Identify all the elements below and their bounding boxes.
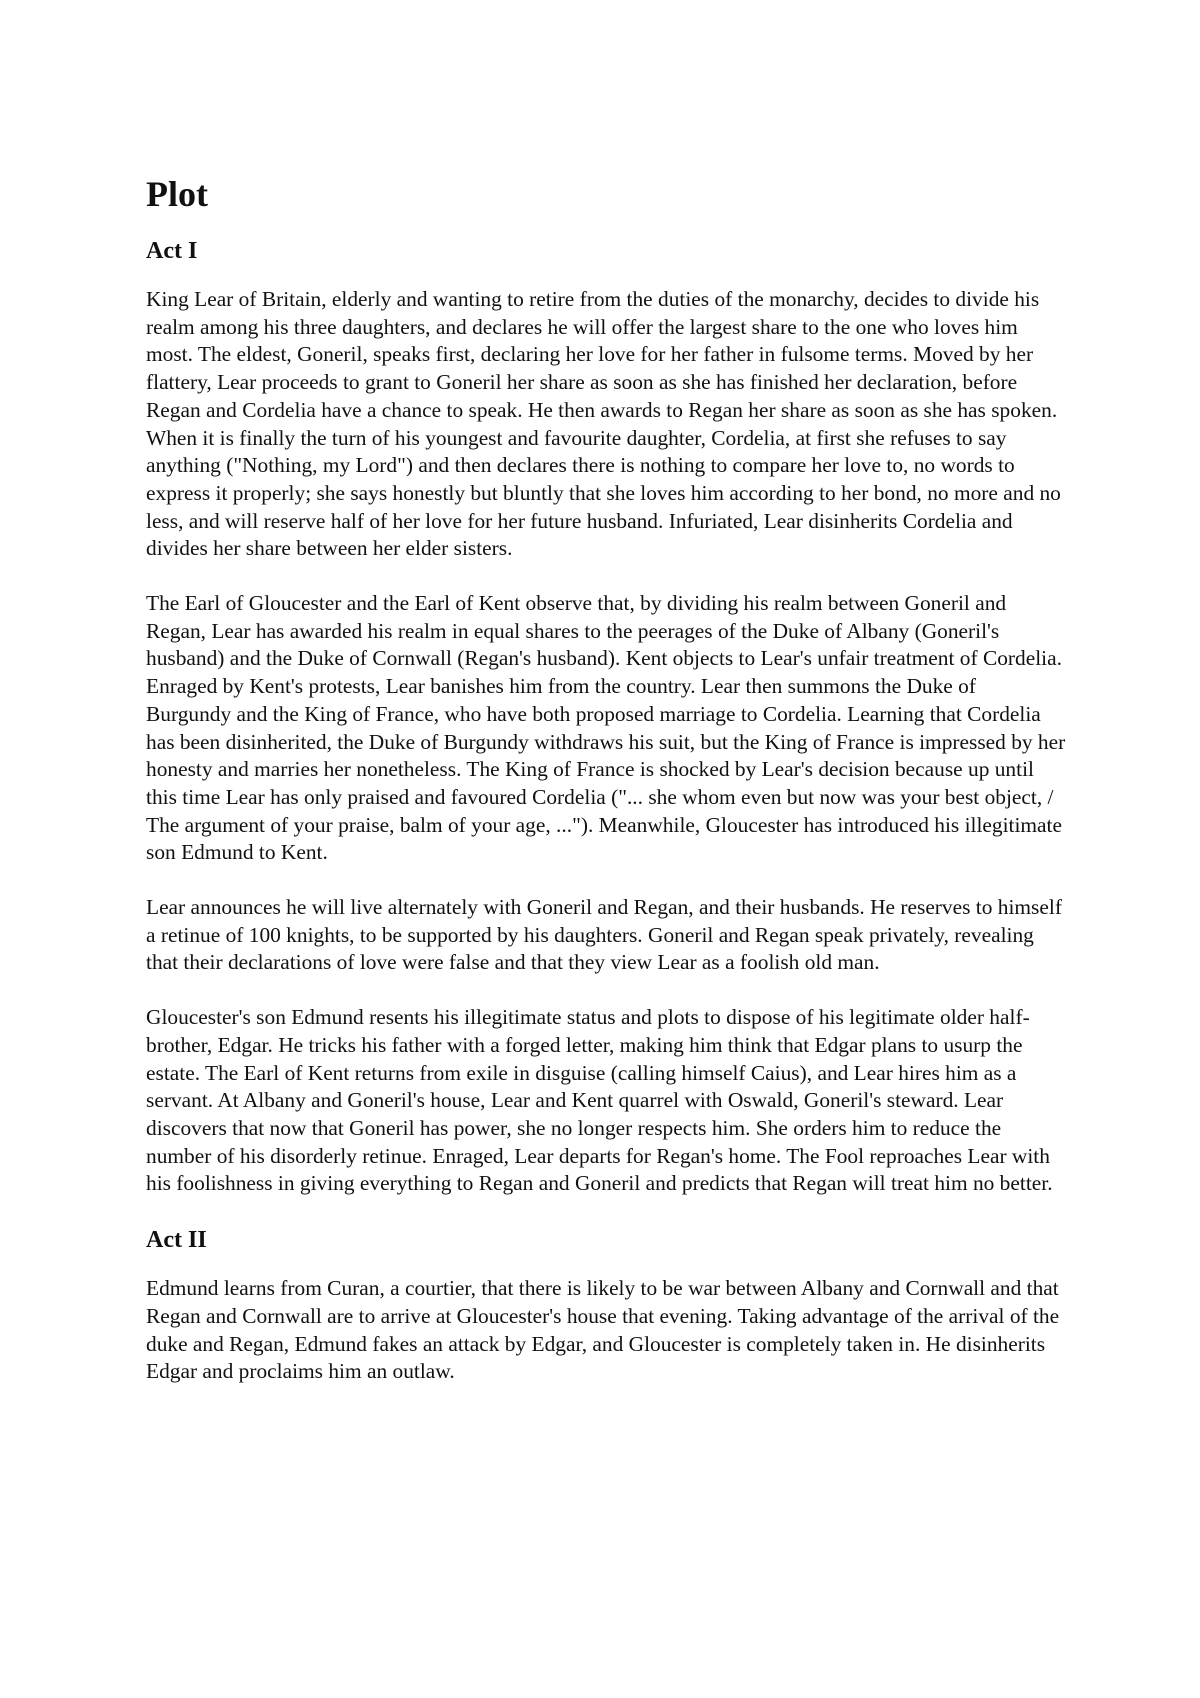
paragraph: Gloucester's son Edmund resents his illegitimate status and plots to dispose of his legitimate older half-brother, Edgar. He tricks his father with a forged letter, making him think that Edgar plans to usurp the estate. The Earl of Kent returns from exile in disguise (calling himself Caius), and Lear hires him as a servant. At Albany and Goneril's house, Lear and Kent quarrel with Oswald, Goneril's steward. Lear discovers that now that Goneril has power, she no longer respects him. She orders him to reduce the number of his disorderly retinue. Enraged, Lear departs for Regan's home. The Fool reproaches Lear with his foolishness in giving everything to Regan and Goneril and predicts that Regan will treat him no better. [146, 1005, 1053, 1196]
paragraph: Lear announces he will live alternately with Goneril and Regan, and their husbands. He reserves to himself a retinue of 100 knights, to be supported by his daughters. Goneril and Regan speak privately, revealing that their declarations of love were false and that they view Lear as a foolish old man. [146, 895, 1062, 975]
document-page [146, 172, 1066, 1413]
paragraph: King Lear of Britain, elderly and wanting to retire from the duties of the monarchy, decides to divide his realm among his three daughters, and declares he will offer the largest share to the one who loves him most. The eldest, Goneril, speaks first, declaring her love for her father in fulsome terms. Moved by her flattery, Lear proceeds to grant to Goneril her share as soon as she has finished her declaration, before Regan and Cordelia have a chance to speak. He then awards to Regan her share as soon as she has spoken. When it is finally the turn of his youngest and favourite daughter, Cordelia, at first she refuses to say anything ("Nothing, my Lord") and then declares there is nothing to compare her love to, no words to express it properly; she says honestly but bluntly that she loves him according to her bond, no more and no less, and will reserve half of her love for her future husband. Infuriated, Lear disinherits Cordelia and divides her share between her elder sisters. [146, 287, 1061, 561]
section-heading-act-1: Act I [146, 238, 198, 264]
paragraph: The Earl of Gloucester and the Earl of Kent observe that, by dividing his realm between Goneril and Regan, Lear has awarded his realm in equal shares to the peerages of the Duke of Albany (Goneril's husband) and the Duke of Cornwall (Regan's husband). Kent objects to Lear's unfair treatment of Cordelia. Enraged by Kent's protests, Lear banishes him from the country. Lear then summons the Duke of Burgundy and the King of France, who have both proposed marriage to Cordelia. Learning that Cordelia has been disinherited, the Duke of Burgundy withdraws his suit, but the King of France is impressed by her honesty and marries her nonetheless. The King of France is shocked by Lear's decision because up until this time Lear has only praised and favoured Cordelia ("... she whom even but now was your best object, / The argument of your praise, balm of your age, ..."). Meanwhile, Gloucester has introduced his illegitimate son Edmund to Kent. [146, 591, 1066, 865]
paragraph: Edmund learns from Curan, a courtier, that there is likely to be war between Albany and Cornwall and that Regan and Cornwall are to arrive at Gloucester's house that evening. Taking advantage of the arrival of the duke and Regan, Edmund fakes an attack by Edgar, and Gloucester is completely taken in. He disinherits Edgar and proclaims him an outlaw. [146, 1276, 1060, 1384]
section-heading-act-2: Act II [146, 1227, 207, 1254]
document-title: Plot [146, 174, 208, 214]
